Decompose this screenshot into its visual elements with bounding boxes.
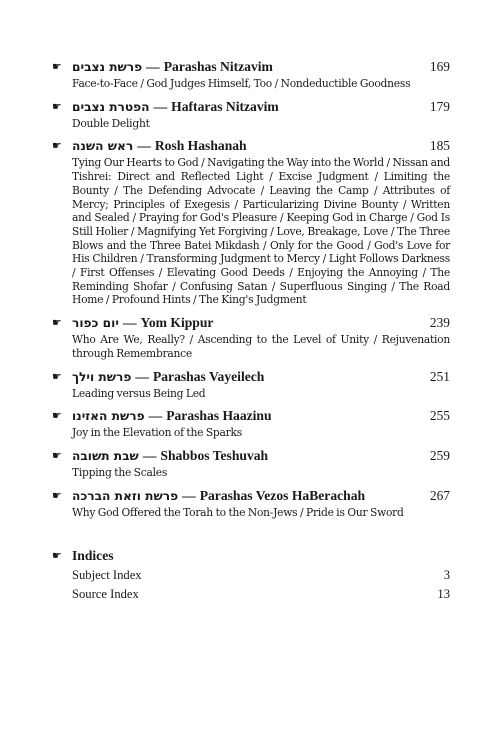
- toc-entry-yom-kippur: [52, 314, 450, 360]
- pointing-hand-icon: ☛: [52, 99, 62, 113]
- toc-entry-heading[interactable]: [52, 314, 450, 333]
- entry-topics: Double Delight: [72, 116, 150, 130]
- english-title: Haftaras Nitzavim: [171, 98, 279, 114]
- page-number: 251: [429, 368, 450, 384]
- hebrew-title: יום כפור: [72, 316, 119, 331]
- em-dash: —: [148, 408, 163, 424]
- index-item-subject[interactable]: [72, 566, 450, 585]
- entry-topics: Joy in the Elevation of the Sparks: [72, 426, 242, 440]
- toc-entry-haftaras-nitzavim: [52, 98, 450, 131]
- english-title: Parashas Nitzavim: [163, 59, 273, 74]
- page-number: 239: [429, 315, 450, 331]
- page-number: 255: [429, 408, 450, 424]
- english-title: Parashas Vezos HaBerachah: [199, 487, 366, 503]
- entry-topics: Why God Offered the Torah to the Non-Jews / Pride is Our Sword: [72, 505, 404, 519]
- indices-section: [52, 547, 450, 604]
- pointing-hand-icon: ☛: [52, 448, 62, 462]
- hebrew-title: פרשת האזינו: [72, 409, 145, 424]
- hebrew-title: ראש השנה: [72, 139, 134, 154]
- em-dash: —: [182, 487, 196, 503]
- hebrew-title: פרשת נצבים: [72, 60, 143, 74]
- pointing-hand-icon: ☛: [52, 60, 62, 73]
- page-number: 259: [429, 447, 450, 463]
- em-dash: —: [135, 368, 149, 384]
- em-dash: —: [142, 447, 157, 463]
- page-number: 3: [443, 568, 450, 583]
- toc-entry-heading[interactable]: [52, 407, 450, 426]
- indices-heading: [52, 547, 450, 566]
- toc-entry-heading[interactable]: [52, 98, 450, 117]
- index-label: Subject Index: [72, 568, 142, 583]
- hebrew-title: הפטרת נצבים: [72, 99, 150, 114]
- hebrew-title: פרשת וזאת הברכה: [72, 488, 179, 503]
- table-of-contents: [52, 58, 450, 604]
- page-number: 267: [429, 487, 450, 503]
- page-number: 13: [437, 587, 450, 602]
- entry-topics: Face-to-Face / God Judges Himself, Too / Nondeductible Goodness: [72, 77, 411, 90]
- pointing-hand-icon: ☛: [52, 139, 62, 153]
- em-dash: —: [122, 315, 137, 331]
- pointing-hand-icon: ☛: [52, 316, 62, 330]
- toc-entry-shabbos-teshuvah: [52, 447, 450, 480]
- english-title: Parashas Haazinu: [166, 408, 272, 424]
- entry-topics: Who Are We, Really? / Ascending to the Level of Unity / Rejuvenation through Remembrance: [72, 333, 450, 360]
- english-title: Shabbos Teshuvah: [160, 447, 269, 463]
- toc-entry-rosh-hashanah: [52, 137, 450, 307]
- toc-entry-vezos-haberachah: [52, 487, 450, 520]
- pointing-hand-icon: ☛: [52, 369, 62, 383]
- pointing-hand-icon: ☛: [52, 409, 62, 423]
- em-dash: —: [146, 59, 160, 74]
- toc-entry-heading[interactable]: [52, 447, 450, 466]
- toc-entry-heading[interactable]: [52, 58, 450, 77]
- toc-entry-nitzavim: [52, 58, 450, 91]
- english-title: Parashas Vayeilech: [152, 368, 265, 384]
- pointing-hand-icon: ☛: [52, 488, 62, 502]
- entry-topics: Tipping the Scales: [72, 465, 168, 479]
- index-item-source[interactable]: [72, 585, 450, 604]
- index-label: Source Index: [72, 587, 139, 602]
- page-number: 179: [429, 98, 450, 114]
- entry-topics: Tying Our Hearts to God / Navigating the Way into the World / Nissan and Tishrei: Direct and Reflected Light / Excise Judgment / Limiting the Bounty / The Defending Advocate / Leaving the Camp / Attributes of Mercy; Principles of Exegesis / Particularizing Divine Bounty / Written and Sealed / Praying for God's Pleasure / Keeping God in Charge / God Is Still Holier / Magnifying Yet Forgiving / Love, Breakage, Love / The Three Blows and the Three Batei Mikdash / Only for the Good / God's Love for His Children / Transforming Judgment to Mercy / Light Follows Darkness / First Offenses / Elevating Good Deeds / Enjoying the Annoying / The Reminding Shofar / Confusing Satan / Superfluous Singing / The Road Home / Profound Hints / The King's Judgment: [72, 156, 450, 307]
- em-dash: —: [153, 98, 168, 114]
- toc-entry-heading[interactable]: [52, 487, 450, 506]
- page-number: 169: [429, 59, 450, 74]
- english-title: Rosh Hashanah: [154, 138, 247, 154]
- toc-entry-heading[interactable]: [52, 368, 450, 387]
- hebrew-title: פרשת וילך: [72, 369, 132, 384]
- toc-entry-haazinu: [52, 407, 450, 440]
- entry-topics: Leading versus Being Led: [72, 386, 206, 400]
- toc-entry-heading[interactable]: [52, 137, 450, 156]
- pointing-hand-icon: ☛: [52, 549, 62, 563]
- page-number: 185: [429, 138, 450, 154]
- hebrew-title: שבת תשובה: [72, 448, 139, 463]
- toc-entry-vayeilech: [52, 368, 450, 401]
- english-title: Yom Kippur: [140, 315, 214, 331]
- indices-title: Indices: [72, 548, 114, 564]
- em-dash: —: [137, 138, 151, 154]
